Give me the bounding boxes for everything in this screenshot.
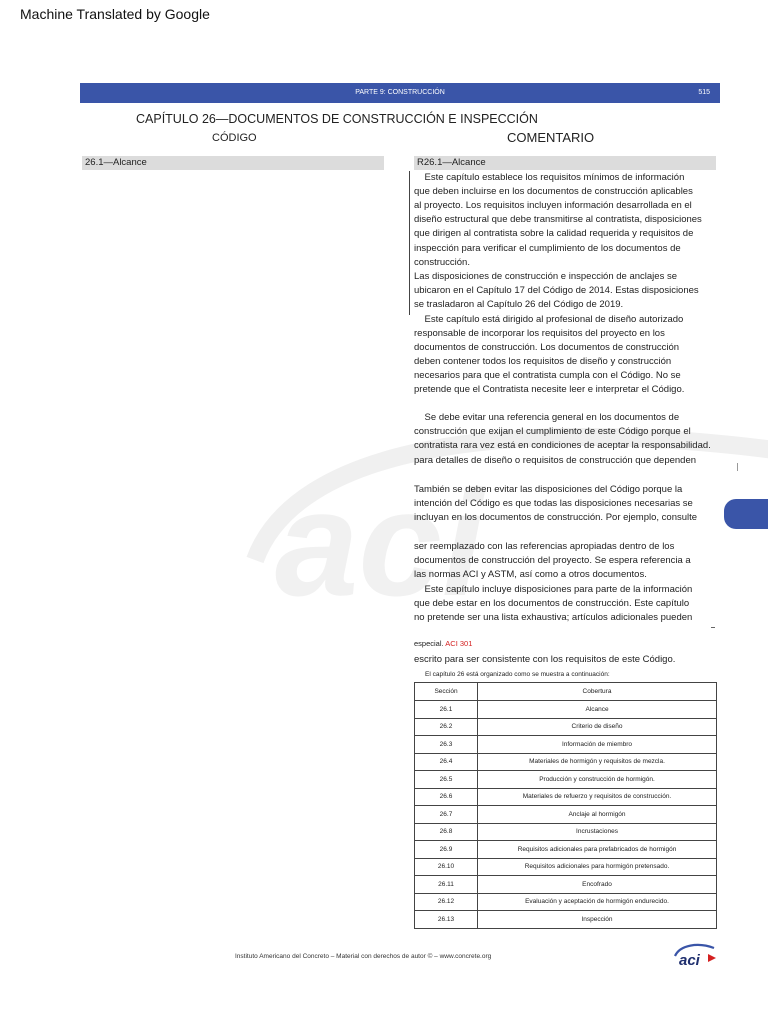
table-row bbox=[415, 753, 717, 771]
table-row bbox=[415, 893, 717, 911]
coverage-cell: Criterio de diseño bbox=[478, 718, 717, 736]
section-cell: 26.6 bbox=[415, 788, 478, 806]
page-number: 515 bbox=[698, 89, 710, 96]
machine-translated-label: Machine Translated by Google bbox=[20, 6, 210, 22]
especial-line bbox=[414, 639, 472, 648]
escrito-line: escrito para ser consistente con los requisitos de este Código. bbox=[414, 654, 676, 665]
logo-text: aci bbox=[679, 952, 700, 968]
table-row bbox=[415, 841, 717, 859]
commentary-paragraph: Este capítulo establece los requisitos mínimos de información que deben incluirse en los documentos de construcción aplicables bbox=[414, 172, 693, 198]
section-cell: 26.9 bbox=[415, 841, 478, 859]
part-title: PARTE 9: CONSTRUCCIÓN bbox=[355, 89, 445, 96]
coverage-cell: Información de miembro bbox=[478, 736, 717, 754]
table-row bbox=[415, 701, 717, 719]
header-coverage: Cobertura bbox=[478, 683, 717, 701]
section-cell: 26.7 bbox=[415, 806, 478, 824]
chapter-organization-table bbox=[414, 682, 717, 929]
margin-tick bbox=[737, 463, 738, 471]
table-row bbox=[415, 718, 717, 736]
coverage-cell: Alcance bbox=[478, 701, 717, 719]
section-cell: 26.1 bbox=[415, 701, 478, 719]
table-row bbox=[415, 858, 717, 876]
section-cell: 26.3 bbox=[415, 736, 478, 754]
section-cell: 26.8 bbox=[415, 823, 478, 841]
coverage-cell: Requisitos adicionales para hormigón pretensado. bbox=[478, 858, 717, 876]
section-cell: 26.11 bbox=[415, 876, 478, 894]
coverage-cell: Materiales de hormigón y requisitos de mezcla. bbox=[478, 753, 717, 771]
coverage-cell: Anclaje al hormigón bbox=[478, 806, 717, 824]
side-chapter-tab[interactable] bbox=[724, 499, 768, 529]
table-header-row bbox=[415, 683, 717, 701]
section-cell: 26.10 bbox=[415, 858, 478, 876]
table-row bbox=[415, 806, 717, 824]
coverage-cell: Materiales de refuerzo y requisitos de construcción. bbox=[478, 788, 717, 806]
page-header-bar bbox=[80, 83, 720, 103]
coverage-cell: Incrustaciones bbox=[478, 823, 717, 841]
coverage-cell: Encofrado bbox=[478, 876, 717, 894]
code-column-heading: CÓDIGO bbox=[212, 132, 257, 144]
commentary-paragraph: También se deben evitar las disposiciones del Código porque la intención del Código es que todas las disposiciones necesarias se incluyan en los documentos de construcción. Por ejemplo, consulte bbox=[414, 484, 698, 524]
commentary-paragraph: Se debe evitar una referencia general en los documentos de construcción que exijan el cumplimiento de este Código porque el contratista rara vez está en condiciones de aceptar la responsabilidad. para detalles de diseño o requisitos de construcción que dependen bbox=[414, 412, 711, 466]
page-footer: Instituto Americano del Concreto – Material con derechos de autor © – www.concrete.org bbox=[235, 953, 492, 960]
code-section-heading: 26.1—Alcance bbox=[82, 156, 384, 170]
margin-tick bbox=[711, 627, 715, 628]
aci301-link[interactable]: ACI 301 bbox=[445, 639, 473, 648]
section-cell: 26.5 bbox=[415, 771, 478, 789]
section-cell: 26.4 bbox=[415, 753, 478, 771]
table-caption: El capítulo 26 está organizado como se muestra a continuación: bbox=[425, 671, 610, 678]
coverage-cell: Producción y construcción de hormigón. bbox=[478, 771, 717, 789]
section-cell: 26.13 bbox=[415, 911, 478, 929]
table-row bbox=[415, 911, 717, 929]
commentary-paragraph: al proyecto. Los requisitos incluyen información desarrollada en el diseño estructural que debe transmitirse al contratista, disposiciones que dirigen al contratista sobre la calidad requerida y requisitos de inspección para verificar el cumplimiento de los documentos de construcción. Las disposiciones de construcción e inspección de anclajes se ubicaron en el Capítulo 17 del Código de 2014. Estas disposiciones se trasladaron al Capítulo 26 del Código de 2019. Este capítulo está dirigido al profesional de diseño autorizado responsable de incorporar los requisitos del proyecto en los documentos de construcción. Los documentos de construcción bbox=[414, 200, 702, 354]
table-row bbox=[415, 823, 717, 841]
section-cell: 26.12 bbox=[415, 893, 478, 911]
change-bar bbox=[409, 171, 410, 315]
especial-text: especial. bbox=[414, 639, 446, 648]
commentary-section-heading: R26.1—Alcance bbox=[414, 156, 716, 170]
section-cell: 26.2 bbox=[415, 718, 478, 736]
table-row bbox=[415, 876, 717, 894]
commentary-paragraph: deben contener todos los requisitos de diseño y construcción necesarios para que el contratista cumpla con el Código. No se pretende que el Contratista necesite leer e interpretar el Código. bbox=[414, 356, 685, 396]
svg-text:aci: aci bbox=[275, 459, 484, 625]
coverage-cell: Evaluación y aceptación de hormigón endurecido. bbox=[478, 893, 717, 911]
chapter-title: CAPÍTULO 26—DOCUMENTOS DE CONSTRUCCIÓN E INSPECCIÓN bbox=[136, 112, 538, 126]
coverage-cell: Requisitos adicionales para prefabricados de hormigón bbox=[478, 841, 717, 859]
table-row bbox=[415, 771, 717, 789]
table-row bbox=[415, 788, 717, 806]
header-section: Sección bbox=[415, 683, 478, 701]
commentary-column-heading: COMENTARIO bbox=[507, 130, 595, 145]
aci-logo bbox=[672, 942, 718, 968]
table-row bbox=[415, 736, 717, 754]
commentary-paragraph: ser reemplazado con las referencias apropiadas dentro de los documentos de construcción del proyecto. Se espera referencia a las normas ACI y ASTM, así como a otros documentos. Este capítulo incluye disposiciones para parte de la información que debe estar en los documentos de construcción. Este capítulo no pretende ser una lista exhaustiva; artículos adicionales pueden bbox=[414, 541, 693, 624]
coverage-cell: Inspección bbox=[478, 911, 717, 929]
